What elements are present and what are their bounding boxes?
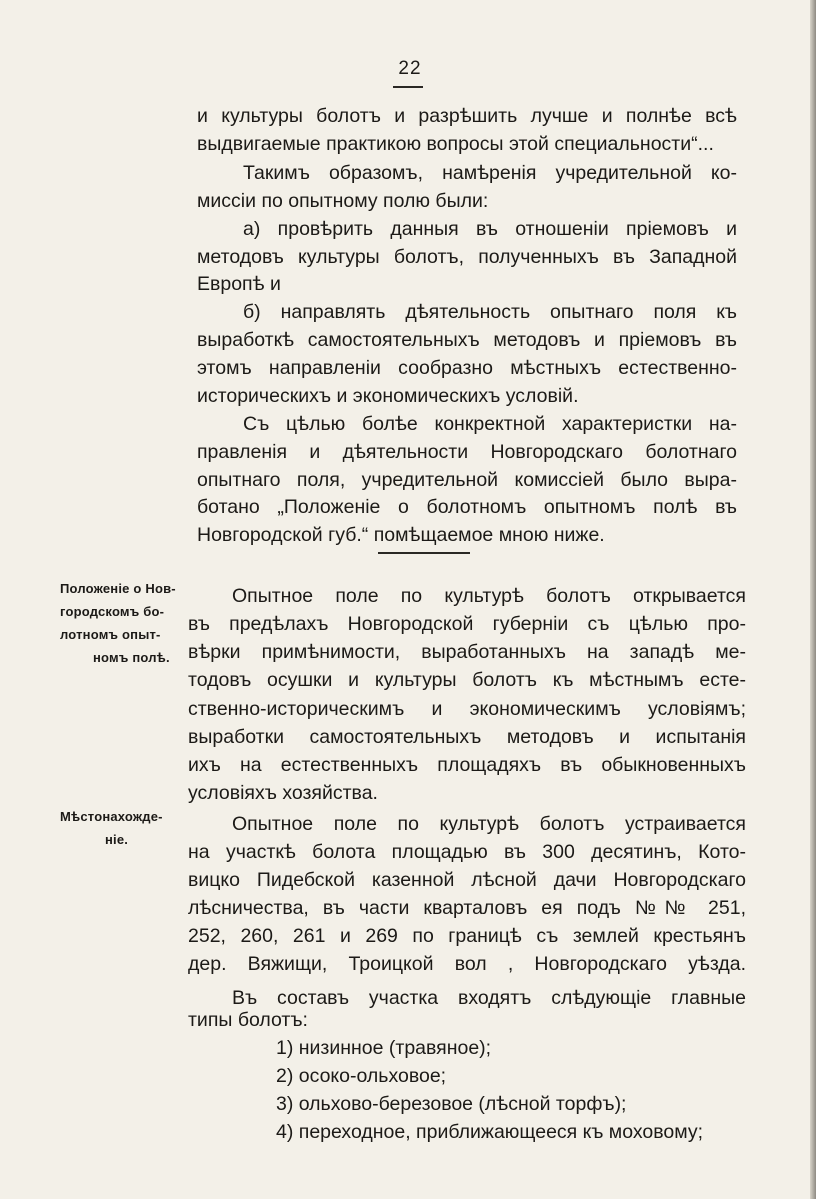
page-edge (810, 0, 816, 1199)
s1-line-3: вѣрки примѣнимости, выработанныхъ на западѣ ме- (188, 641, 746, 663)
margin-note-title-3: лотномъ опыт- (60, 627, 161, 642)
s1-line-8: условіяхъ хозяйства. (188, 782, 378, 804)
p1-line-2: миссіи по опытному полю были: (197, 190, 489, 212)
p1-line-1: Такимъ образомъ, намѣренія учредительной ко- (243, 162, 737, 184)
list-item-1: 1) низинное (травяное); (276, 1037, 492, 1059)
margin-note-title-1: Положеніе о Нов- (60, 581, 176, 596)
pb-line-1: б) направлять дѣятельность опытнаго поля къ (243, 301, 737, 323)
s2-line-5: 252, 260, 261 и 269 по границѣ съ землей крестьянъ (188, 925, 746, 947)
list-item-3: 3) ольхово-березовое (лѣсной торфъ); (276, 1093, 627, 1115)
page-number-underline (393, 86, 423, 88)
margin-note-title-2: городскомъ бо- (60, 604, 165, 619)
s1-line-2: въ предѣлахъ Новгородской губерніи съ цѣлью про- (188, 613, 746, 635)
s2-line-1: Опытное поле по культурѣ болотъ устраивается (232, 813, 746, 835)
pb-line-4: историческихъ и экономическихъ условій. (197, 385, 579, 407)
page-number: 22 (398, 58, 422, 79)
s2-line-4: лѣсничества, въ части кварталовъ ея подъ №№ 251, (188, 897, 746, 919)
list-item-2: 2) осоко-ольховое; (276, 1065, 447, 1087)
s1-line-4: тодовъ осушки и культуры болотъ къ мѣстнымъ есте- (188, 669, 746, 691)
intro-line-2: выдвигаемые практикою вопросы этой специальности“... (197, 133, 714, 155)
pa-line-3: Европѣ и (197, 273, 281, 295)
margin-note-location-2: ніе. (105, 832, 129, 847)
s2-line-3: вицко Пидебской казенной лѣсной дачи Новгородскаго (188, 869, 746, 891)
pb-line-3: этомъ направленіи сообразно мѣстныхъ естественно- (197, 357, 737, 379)
s2-line-6: дер. Вяжищи, Троицкой вол , Новгородскаго уѣзда. (188, 953, 746, 975)
pc-line-4: ботано „Положеніе о болотномъ опытномъ полѣ въ (197, 496, 737, 518)
s1-line-6: выработки самостоятельныхъ методовъ и испытанія (188, 726, 746, 748)
section-divider (378, 552, 470, 554)
pc-line-5: Новгородской губ.“ помѣщаемое мною ниже. (197, 524, 605, 546)
s3-line-1: Въ составъ участка входятъ слѣдующіе главные (232, 987, 746, 1009)
s1-line-1: Опытное поле по культурѣ болотъ открывается (232, 585, 746, 607)
list-item-4: 4) переходное, приближающееся къ моховому; (276, 1121, 703, 1143)
s2-line-2: на участкѣ болота площадью въ 300 десятинъ, Кото- (188, 841, 746, 863)
s3-line-2: типы болотъ: (188, 1009, 308, 1031)
s1-line-7: ихъ на естественныхъ площадяхъ въ обыкновенныхъ (188, 754, 746, 776)
pa-line-2: методовъ культуры болотъ, полученныхъ въ Западной (197, 246, 737, 268)
pc-line-2: правленія и дѣятельности Новгородскаго болотнаго (197, 441, 737, 463)
pc-line-3: опытнаго поля, учредительной комиссіей было выра- (197, 469, 737, 491)
margin-note-location-1: Мѣстонахожде- (60, 809, 163, 824)
intro-line-1: и культуры болотъ и разрѣшить лучше и полнѣе всѣ (197, 105, 737, 127)
pa-line-1: а) провѣрить данныя въ отношеніи пріемовъ и (243, 218, 737, 240)
pb-line-2: выработкѣ самостоятельныхъ методовъ и пріемовъ въ (197, 329, 737, 351)
pc-line-1: Съ цѣлью болѣе конкректной характеристки на- (243, 413, 737, 435)
s1-line-5: ственно-историческимъ и экономическимъ условіямъ; (188, 698, 746, 720)
margin-note-title-4: номъ полѣ. (93, 650, 170, 665)
